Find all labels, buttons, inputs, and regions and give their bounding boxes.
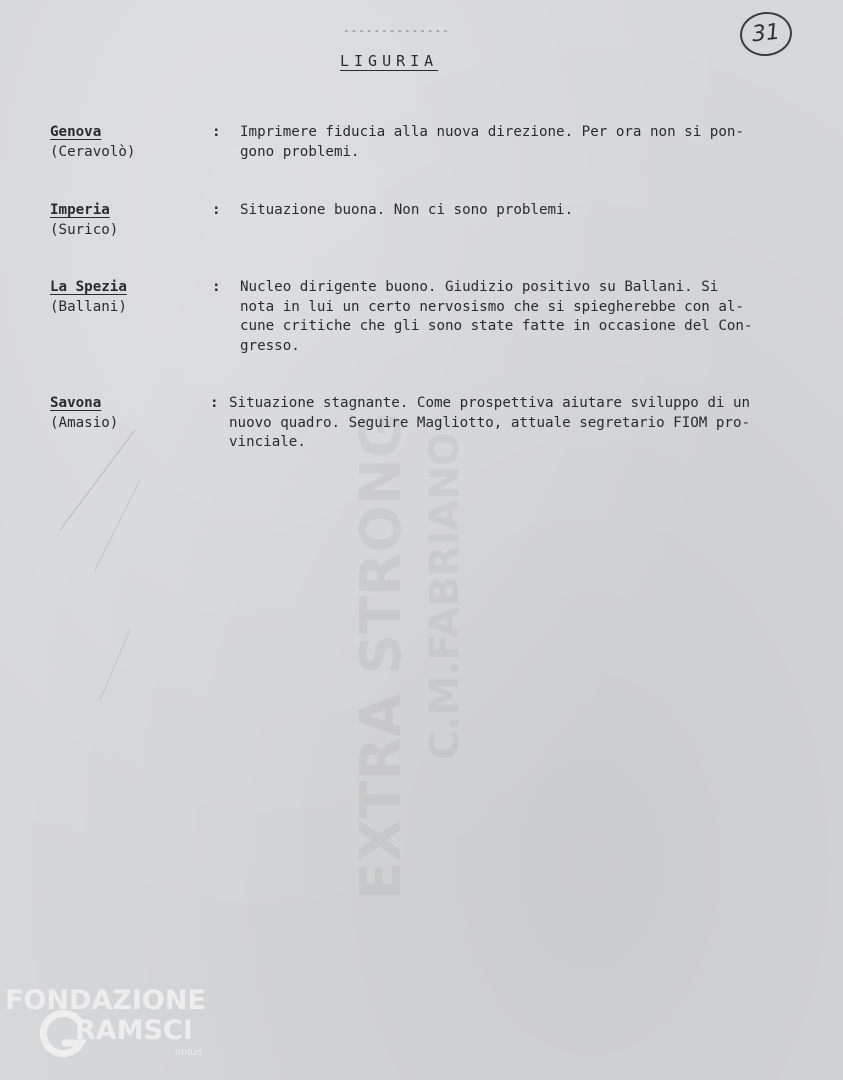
entry-place-block <box>50 201 200 240</box>
watermark-line2: C.M.FABRIANO <box>422 432 468 760</box>
entry-place: Savona <box>50 395 102 411</box>
entry-place-block <box>50 123 200 162</box>
entry-person: (Amasio) <box>50 414 119 431</box>
fondazione-gramsci-logo <box>5 985 220 1075</box>
logo-line1: FONDAZIONE <box>5 985 206 1016</box>
entry-text: Imprimere fiducia alla nuova direzione. Per ora non si pon- gono problemi. <box>240 124 744 160</box>
entry-text: Situazione stagnante. Come prospettiva aiutare sviluppo di un nuovo quadro. Seguire Magliotto, attuale segretario FIOM pro- vinciale. <box>229 395 751 450</box>
entry-separator: : <box>212 124 221 140</box>
entry-place: La Spezia <box>50 279 127 295</box>
entry-person: (Surico) <box>50 221 119 238</box>
entry-person: (Ceravolò) <box>50 143 136 160</box>
entry-place: Genova <box>50 124 102 140</box>
entry-separator: : <box>210 395 219 411</box>
dash-line: -------------- <box>343 24 450 37</box>
entry-text: Nucleo dirigente buono. Giudizio positivo su Ballani. Si nota in lui un certo nervosismo che si spiegherebbe con al- cune critiche che gli sono state fatte in occasione del Con- gresso. <box>240 279 753 354</box>
logo-suffix: onlus <box>175 1047 202 1058</box>
entry-place: Imperia <box>50 202 110 218</box>
page-title: LIGURIA <box>340 52 439 70</box>
entry-place-block <box>50 394 200 433</box>
entry-separator: : <box>212 202 221 218</box>
watermark-line1: EXTRA STRONG <box>349 412 414 900</box>
entry-place-block <box>50 278 200 317</box>
logo-line2: RAMSCI <box>75 1015 193 1046</box>
page-number-stamp: 31 <box>738 9 794 58</box>
entry-text: Situazione buona. Non ci sono problemi. <box>240 202 574 218</box>
scratch-marks <box>40 420 160 720</box>
entry-separator: : <box>212 279 221 295</box>
entry-person: (Ballani) <box>50 298 127 315</box>
